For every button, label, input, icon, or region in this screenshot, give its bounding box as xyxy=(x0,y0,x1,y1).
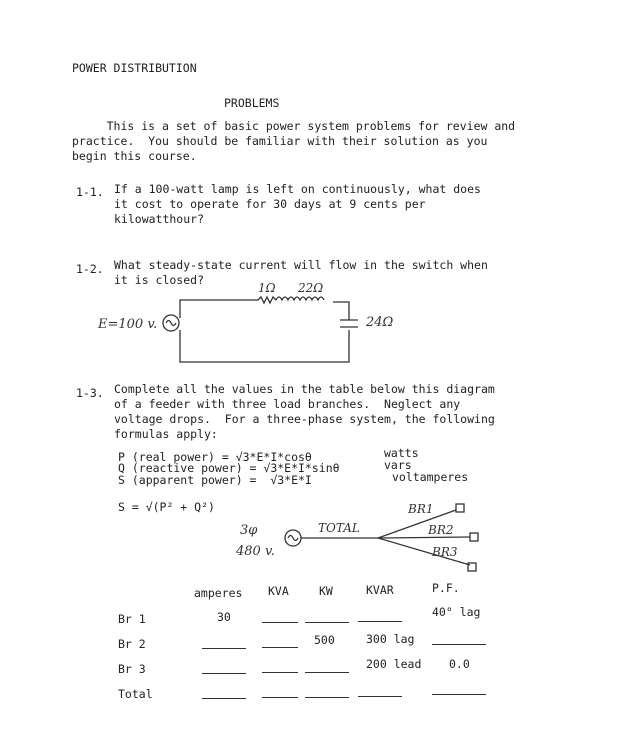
formula-reactive-power-unit: vars xyxy=(384,458,412,472)
blank-br3-kw xyxy=(305,672,349,673)
formula-real-power: P (real power) = √3*E*I*cosθ xyxy=(118,450,312,464)
col-header-kw: KW xyxy=(319,584,333,598)
col-header-pf: P.F. xyxy=(432,581,460,595)
resistance-label: 1Ω xyxy=(258,281,276,295)
problem-1-1-number: 1-1. xyxy=(76,185,104,199)
intro-line-1: This is a set of basic power system problems for review and xyxy=(72,119,516,133)
problem-1-3-line: voltage drops. For a three-phase system, the following xyxy=(114,412,495,426)
blank-br3-kva xyxy=(262,672,298,673)
problem-1-1-line: it cost to operate for 30 days at 9 cents per xyxy=(114,197,426,211)
problem-1-3-line: formulas apply: xyxy=(114,427,218,441)
blank-total-amperes xyxy=(202,698,246,699)
row-label-br3: Br 3 xyxy=(118,662,146,676)
problem-1-2-number: 1-2. xyxy=(76,262,104,276)
problem-1-1-line: If a 100-watt lamp is left on continuously, what does xyxy=(114,182,481,196)
cell-br3-kvar: 200 lead xyxy=(366,657,422,671)
row-label-total: Total xyxy=(118,687,153,701)
blank-total-pf xyxy=(432,694,486,695)
problem-1-2-line: What steady-state current will flow in the switch when xyxy=(114,258,488,272)
source-voltage-label: E=100 v. xyxy=(98,317,158,332)
cell-br1-amperes: 30 xyxy=(217,610,231,624)
intro-line-2: practice. You should be familiar with their solution as you xyxy=(72,134,488,148)
capacitive-reactance-label: 24Ω xyxy=(366,315,394,330)
blank-br1-kw xyxy=(305,622,349,623)
cell-br3-pf: 0.0 xyxy=(449,657,470,671)
cell-br1-pf: 40° lag xyxy=(432,605,481,619)
col-header-amperes: amperes xyxy=(194,586,243,600)
branch-2-label: BR2 xyxy=(428,523,454,537)
blank-br1-kvar xyxy=(358,621,402,622)
formula-reactive-power: Q (reactive power) = √3*E*I*sinθ xyxy=(118,461,340,475)
row-label-br2: Br 2 xyxy=(118,637,146,651)
problem-1-3-number: 1-3. xyxy=(76,386,104,400)
total-label: TOTAL xyxy=(318,521,360,535)
blank-br2-amperes xyxy=(202,648,246,649)
problem-1-3-line: Complete all the values in the table below this diagram xyxy=(114,382,495,396)
page-title: PROBLEMS xyxy=(224,96,280,110)
row-label-br1: Br 1 xyxy=(118,612,146,626)
blank-br2-kva xyxy=(262,647,298,648)
intro-line-3: begin this course. xyxy=(72,149,197,163)
document-header: POWER DISTRIBUTION xyxy=(72,61,197,75)
blank-total-kva xyxy=(262,697,298,698)
branch-3-label: BR3 xyxy=(432,545,458,559)
problem-1-3-line: of a feeder with three load branches. Neglect any xyxy=(114,397,461,411)
col-header-kvar: KVAR xyxy=(366,583,394,597)
blank-br3-amperes xyxy=(202,673,246,674)
problem-1-1-line: kilowatthour? xyxy=(114,212,205,226)
formula-apparent-power-unit: voltamperes xyxy=(392,470,469,484)
formula-apparent-magnitude: S = √(P² + Q²) xyxy=(118,500,215,514)
formula-real-power-unit: watts xyxy=(384,446,419,460)
formula-apparent-power: S (apparent power) = √3*E*I xyxy=(118,473,312,487)
blank-br2-pf xyxy=(432,644,486,645)
phase-label: 3φ xyxy=(240,523,258,538)
voltage-label: 480 v. xyxy=(236,544,275,559)
problem-1-2-line: it is closed? xyxy=(114,273,205,287)
blank-br1-kva xyxy=(262,622,298,623)
blank-total-kvar xyxy=(358,696,402,697)
cell-br2-kw: 500 xyxy=(314,633,335,647)
blank-total-kw xyxy=(305,697,349,698)
col-header-kva: KVA xyxy=(268,584,289,598)
inductive-reactance-label: 22Ω xyxy=(298,281,324,295)
cell-br2-kvar: 300 lag xyxy=(366,632,415,646)
branch-1-label: BR1 xyxy=(408,502,434,516)
